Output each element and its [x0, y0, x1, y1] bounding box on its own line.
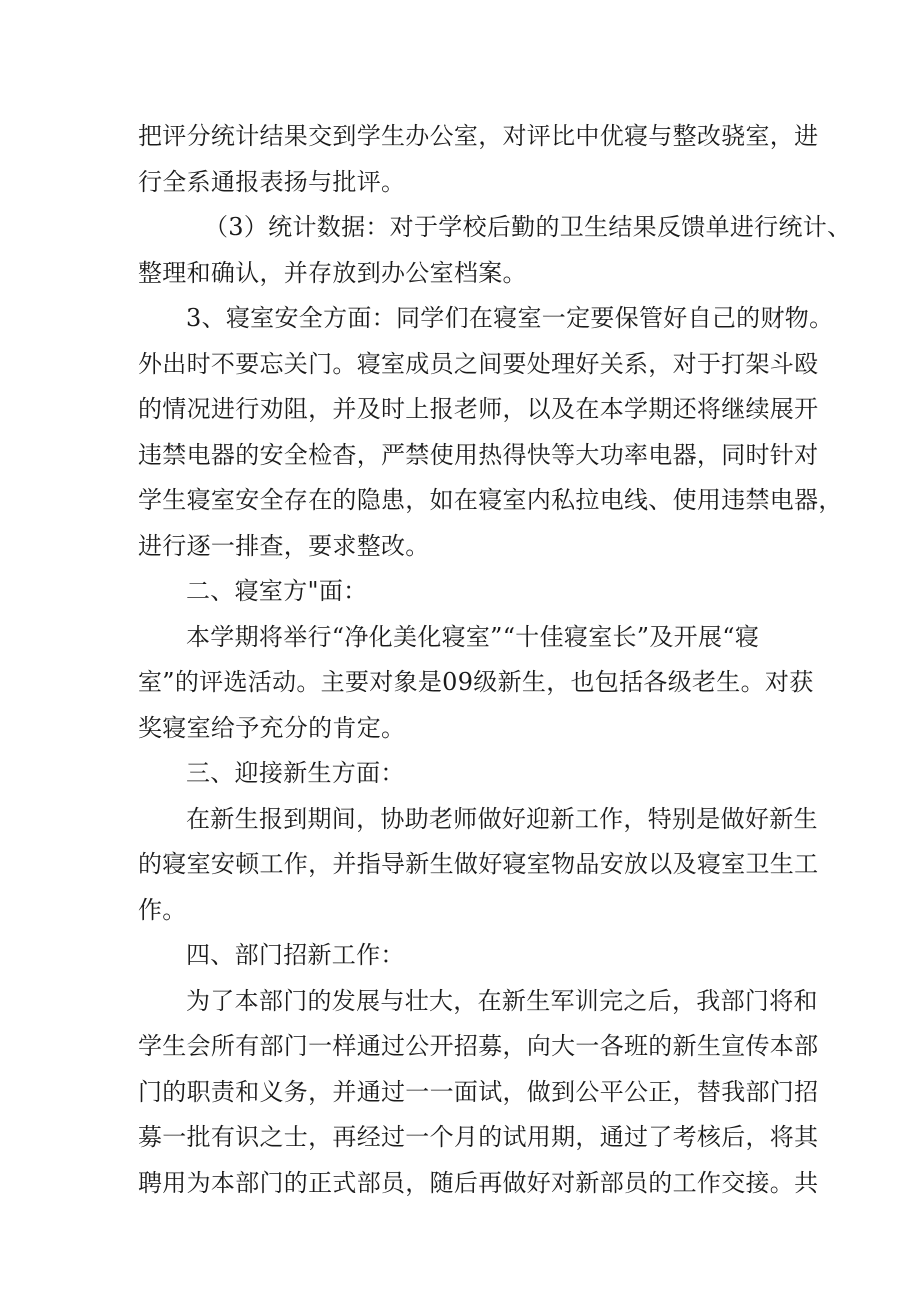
- text-line: 在新生报到期间，协助老师做好迎新工作，特别是做好新生: [186, 804, 818, 833]
- text-line: 进行逐一排查，要求整改。: [138, 531, 430, 560]
- text-line: 学生会所有部门一样通过公开招募，向大一各班的新生宣传本部: [138, 1032, 819, 1060]
- text-line: 的寝室安顿工作，并指导新生做好寝室物品安放以及寝室卫生工: [138, 850, 819, 878]
- text-line: 违禁电器的安全检杳，严禁使用热得快等大功率电器，同时针对: [138, 440, 819, 469]
- text-line: 行全系通报表扬与批评。: [138, 167, 406, 196]
- text-line: 3、寝室安全方面：同学们在寝室一定要保管好自己的财物。: [186, 304, 834, 332]
- section-heading: 三、迎接新生方面：: [186, 759, 405, 787]
- text-line: 本学期将举行“净化美化寝室”“十佳寝室长”及开展“寝: [186, 622, 760, 651]
- text-line: 整理和确认，并存放到办公室档案。: [138, 258, 527, 287]
- text-line: 的情况进行劝阻，并及时上报老师，以及在本学期还将继续展开: [138, 395, 819, 423]
- document-body: [138, 114, 852, 1206]
- text-line: 外出时不要忘关门。寝室成员之间要处理好关系，对于打架斗殴: [138, 349, 819, 378]
- text-line: 募一批有识之士，再经过一个月的试用期，通过了考核后，将其: [138, 1123, 819, 1151]
- text-line: 为了本部门的发展与壮大，在新生军训完之后，我部门将和: [186, 986, 818, 1015]
- text-line: 奖寝室给予充分的肯定。: [138, 713, 406, 742]
- text-line: 把评分统计结果交到学生办公室，对评比中优寝与整改骁室，进: [138, 122, 819, 150]
- section-heading: 二、寝室方"面：: [186, 577, 368, 605]
- text-line: 聘用为本部门的正式部员，随后再做好对新部员的工作交接。共: [138, 1168, 819, 1197]
- text-line: 室”的评选活动。主要对象是09级新生，也包括各级老生。对获: [138, 668, 814, 696]
- text-line: 门的职责和义务，并通过一一面试，做到公平公正，替我部门招: [138, 1077, 819, 1106]
- section-heading: 四、部门招新工作：: [186, 941, 405, 969]
- text-line: 作。: [138, 895, 187, 924]
- text-line: 学生寝室安全存在的隐患，如在寝室内私拉电线、使用违禁电器，: [138, 486, 843, 514]
- text-line: （3）统计数据：对于学校后勤的卫生结果反馈单进行统计、: [204, 213, 852, 241]
